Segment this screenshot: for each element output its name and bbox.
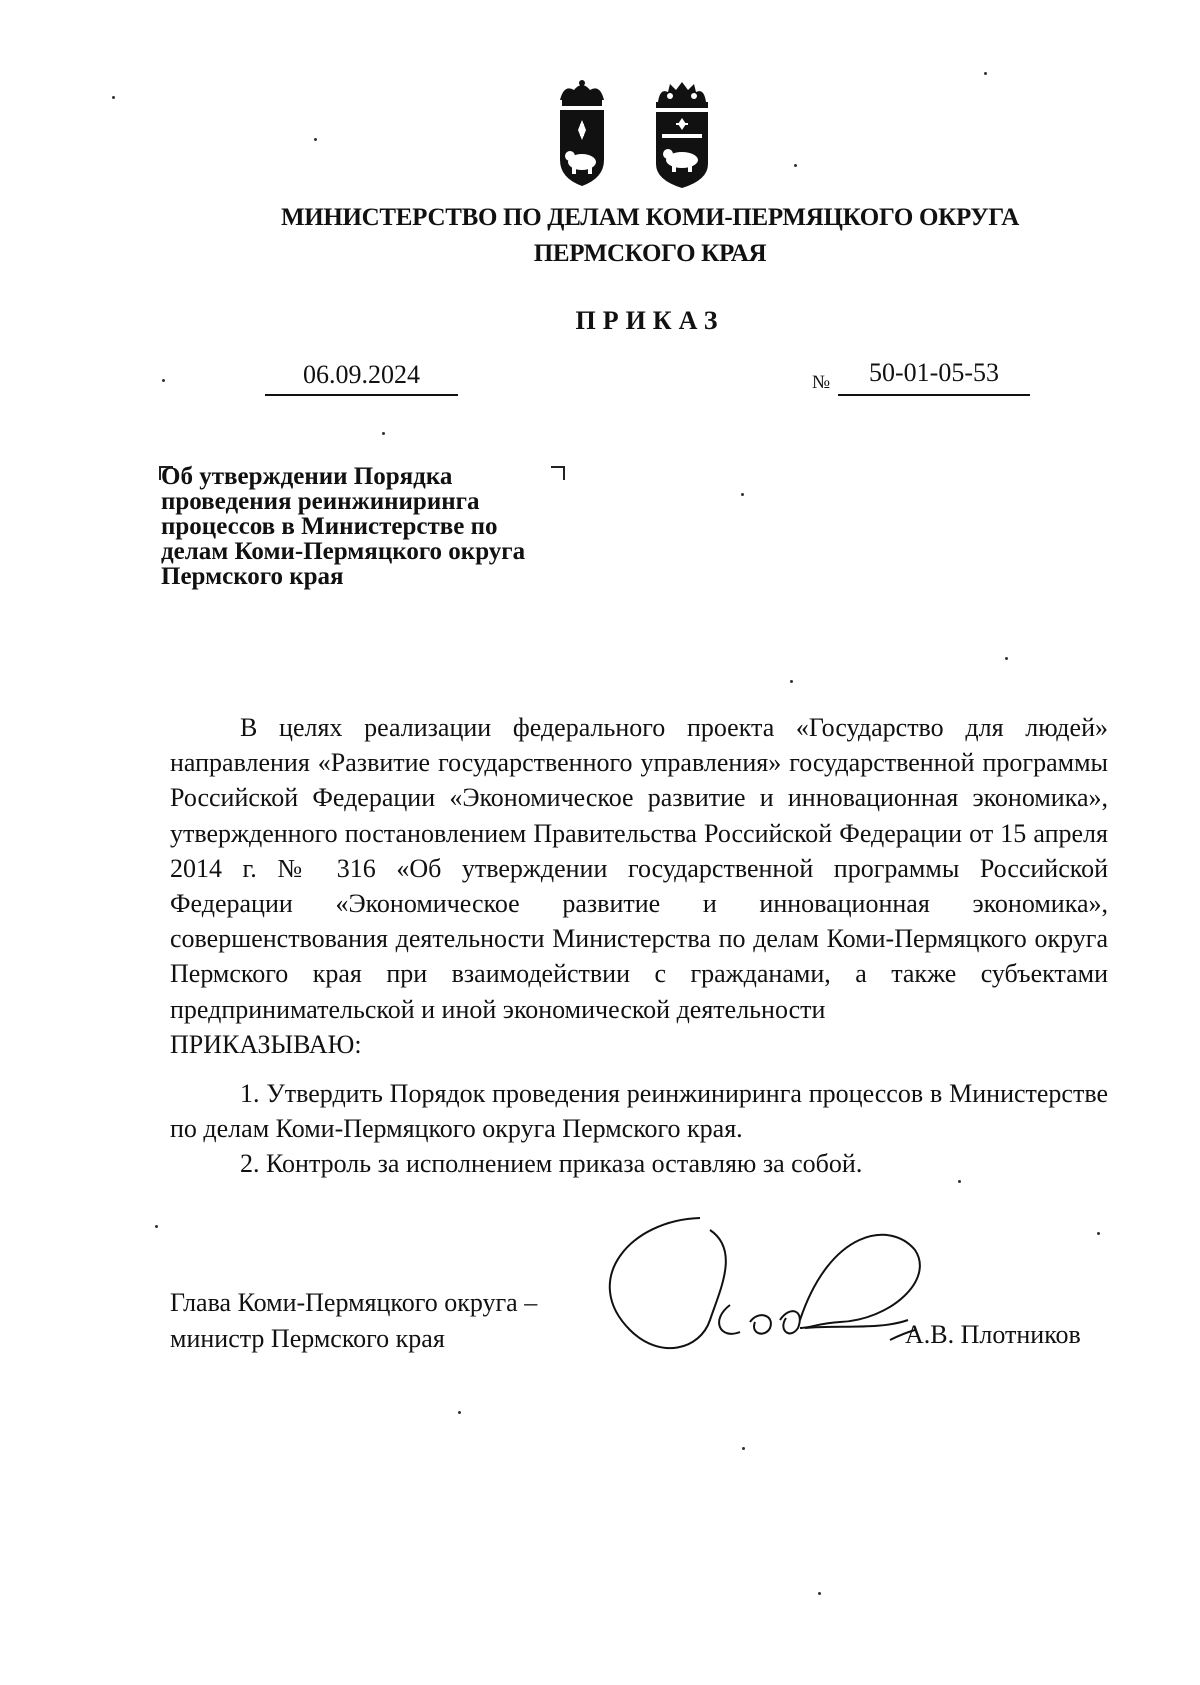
scan-speck [794, 164, 797, 167]
scan-speck [958, 1180, 961, 1183]
perm-krai-crest-icon [560, 80, 604, 186]
komi-permyak-crest-icon [656, 82, 708, 188]
signatory-position [170, 1285, 537, 1357]
scan-speck [112, 96, 115, 99]
scan-speck [458, 1411, 461, 1414]
order-number: 50-01-05-53 [838, 358, 1030, 396]
handwritten-signature-icon [590, 1210, 930, 1370]
scan-speck [155, 1225, 158, 1228]
subject-line: Об утверждении Порядка [161, 463, 453, 490]
scan-speck [382, 432, 385, 435]
subject-line: Пермского края [161, 563, 344, 590]
number-sign: № [812, 372, 831, 393]
ministry-name-line2: ПЕРМСКОГО КРАЯ [533, 240, 767, 267]
preamble-paragraph: В целях реализации федерального проекта «Государство для людей» направления «Развитие государственного управления» государственной программы Российской Федерации «Экономическое развитие и инновационная экономика», утвержденного постановлением Правительства Российской Федерации от 15 апреля 2014 г. № 316 «Об утверждении государственной программы Российской Федерации «Экономическое развитие и инновационная экономика», совершенствования деятельности Министерства по делам Коми-Пермяцкого округа Пермского края при взаимодействии с гражданами, а также субъектами предпринимательской и иной экономической деятельности [170, 713, 1108, 1024]
subject-line: делам Коми-Пермяцкого округа [161, 538, 526, 565]
position-line: Глава Коми-Пермяцкого округа – [170, 1288, 538, 1317]
scan-speck [742, 1447, 745, 1450]
order-item-1: 1. Утвердить Порядок проведения реинжиниринга процессов в Министерстве по делам Коми-Пермяцкого округа Пермского края. [170, 1079, 1108, 1144]
scan-speck [984, 72, 987, 75]
order-item-2: 2. Контроль за исполнением приказа оставляю за собой. [240, 1149, 863, 1179]
scan-speck [1005, 657, 1008, 660]
coats-of-arms [556, 80, 726, 192]
signatory-name: А.В. Плотников [905, 1320, 1081, 1349]
document-type-title: ПРИКАЗ [575, 306, 725, 335]
order-body [170, 710, 1108, 1182]
order-subject [161, 464, 581, 589]
subject-line: проведения реинжиниринга [161, 488, 480, 515]
subject-line: процессов в Министерстве по [161, 513, 498, 540]
scan-speck [741, 493, 744, 496]
scan-speck [818, 1592, 821, 1595]
position-line: министр Пермского края [170, 1324, 445, 1353]
scan-speck [162, 379, 165, 382]
scan-speck [1097, 1232, 1100, 1235]
ministry-name-line1: МИНИСТЕРСТВО ПО ДЕЛАМ КОМИ-ПЕРМЯЦКОГО ОКРУГА [280, 204, 1020, 231]
scan-speck [790, 680, 793, 683]
scan-speck [314, 138, 317, 141]
order-date: 06.09.2024 [265, 360, 458, 396]
order-word: ПРИКАЗЫВАЮ: [170, 1029, 362, 1059]
